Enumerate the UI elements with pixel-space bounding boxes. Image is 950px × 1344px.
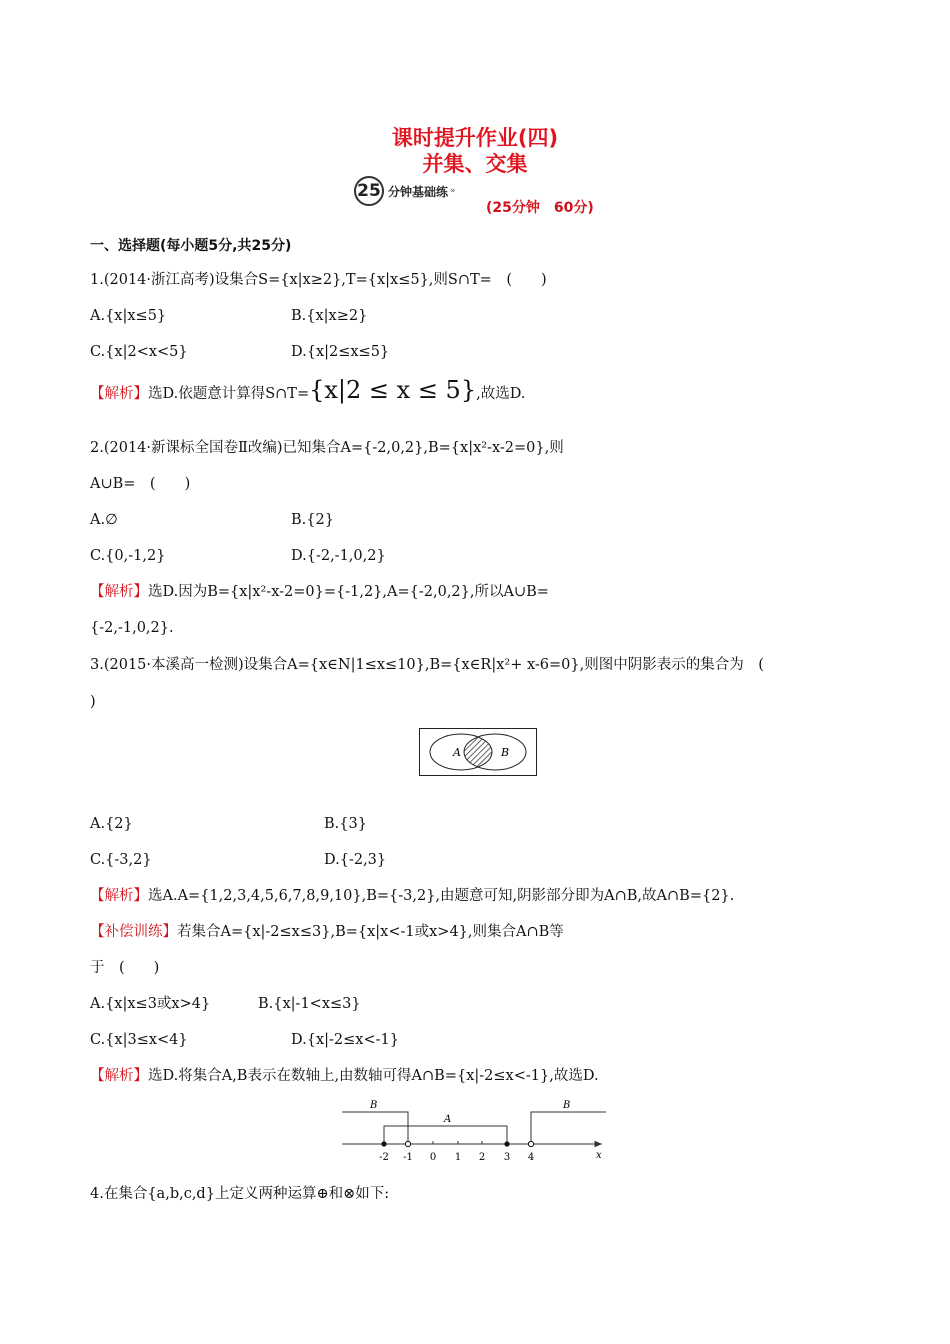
venn-label-a: A — [453, 746, 461, 759]
compensate-option-a: A.{x|x≤3或x>4} — [90, 996, 211, 1012]
compensate-option-d: D.{x|-2≤x<-1} — [291, 1032, 399, 1048]
page-subtitle: 并集、交集 — [422, 152, 528, 176]
q1-option-a: A.{x|x≤5} — [90, 308, 167, 324]
label-b-right: B — [563, 1100, 571, 1111]
page-title: 课时提升作业(四) — [391, 126, 559, 150]
analysis-label: 【解析】 — [90, 888, 148, 904]
q1-analysis — [90, 376, 526, 404]
compensate-label: 【补偿训练】 — [90, 924, 177, 940]
q2-analysis-line2: {-2,-1,0,2}. — [90, 620, 174, 636]
q1-stem: 1.(2014·浙江高考)设集合S={x|x≥2},T={x|x≤5},则S∩T= ( ) — [90, 272, 547, 288]
point-neg1-open — [405, 1141, 410, 1146]
time-info: (25分钟 60分) — [486, 200, 594, 216]
label-b-left: B — [370, 1100, 378, 1111]
set-b-left-range — [342, 1112, 408, 1144]
q2-option-a: A.∅ — [90, 512, 118, 528]
q1-analysis-text: 选D.依题意计算得S∩T= — [148, 386, 310, 402]
analysis-label: 【解析】 — [90, 584, 148, 600]
q1-analysis-formula: {x|2 ≤ x ≤ 5} — [309, 376, 477, 404]
axis-label-x: x — [596, 1150, 602, 1161]
q3-analysis — [90, 886, 734, 906]
compensate-stem — [90, 922, 564, 942]
compensate-stem-line2: 于 ( ) — [90, 960, 160, 976]
q2-analysis-text: 选D.因为B={x|x²-x-2=0}={-1,2},A={-2,0,2},所以A∪B= — [148, 584, 549, 600]
q2-option-d: D.{-2,-1,0,2} — [291, 548, 386, 564]
q3-analysis-text: 选A.A={1,2,3,4,5,6,7,8,9,10},B={-3,2},由题意可知,阴影部分即为A∩B,故A∩B={2}. — [148, 888, 735, 904]
q3-stem-line2: ) — [90, 694, 96, 710]
q1-option-d: D.{x|2≤x≤5} — [291, 344, 390, 360]
badge-number: 25 — [354, 176, 384, 206]
point-4-open — [528, 1141, 533, 1146]
q3-option-c: C.{-3,2} — [90, 852, 152, 868]
label-a: A — [444, 1114, 452, 1125]
q3-option-b: B.{3} — [324, 816, 367, 832]
q2-option-b: B.{2} — [291, 512, 334, 528]
q3-option-a: A.{2} — [90, 816, 133, 832]
venn-diagram — [419, 728, 537, 776]
q2-option-c: C.{0,-1,2} — [90, 548, 166, 564]
compensate-analysis-text: 选D.将集合A,B表示在数轴上,由数轴可得A∩B={x|-2≤x<-1},故选D. — [148, 1068, 599, 1084]
q2-stem-line1: 2.(2014·新课标全国卷Ⅱ改编)已知集合A={-2,0,2},B={x|x²-x-2=0},则 — [90, 440, 564, 456]
tick-label: 2 — [478, 1152, 486, 1163]
venn-label-b: B — [501, 746, 510, 759]
time-badge — [354, 176, 456, 206]
analysis-label: 【解析】 — [90, 386, 148, 402]
q3-stem-line1: 3.(2015·本溪高一检测)设集合A={x∈N|1≤x≤10},B={x∈R|x²+ x-6=0},则图中阴影表示的集合为 ( — [90, 657, 764, 673]
tick-label: 4 — [527, 1152, 535, 1163]
compensate-option-c: C.{x|3≤x<4} — [90, 1032, 188, 1048]
badge-text: 分钟基础练 — [388, 184, 449, 199]
q1-option-b: B.{x|x≥2} — [291, 308, 368, 324]
q2-analysis — [90, 582, 549, 602]
q1-analysis-end: ,故选D. — [476, 386, 526, 402]
q2-stem-line2: A∪B= ( ) — [90, 476, 191, 492]
tick-label: 0 — [429, 1152, 437, 1163]
tick-label: -2 — [379, 1152, 389, 1163]
set-b-right-range — [531, 1112, 606, 1144]
double-arrow-icon: » — [450, 186, 456, 196]
compensate-analysis — [90, 1066, 599, 1086]
q1-option-c: C.{x|2<x<5} — [90, 344, 188, 360]
number-line-diagram — [338, 1094, 612, 1166]
compensate-option-b: B.{x|-1<x≤3} — [258, 996, 361, 1012]
q4-stem: 4.在集合{a,b,c,d}上定义两种运算⊕和⊗如下: — [90, 1186, 390, 1202]
tick-label: -1 — [403, 1152, 413, 1163]
analysis-label: 【解析】 — [90, 1068, 148, 1084]
tick-label: 1 — [454, 1152, 462, 1163]
compensate-stem-text: 若集合A={x|-2≤x≤3},B={x|x<-1或x>4},则集合A∩B等 — [177, 924, 564, 940]
section-heading: 一、选择题(每小题5分,共25分) — [90, 238, 292, 254]
tick-label: 3 — [503, 1152, 511, 1163]
set-a-range — [384, 1126, 507, 1144]
point-3-closed — [504, 1141, 509, 1146]
point-neg2-closed — [381, 1141, 386, 1146]
q3-option-d: D.{-2,3} — [324, 852, 387, 868]
